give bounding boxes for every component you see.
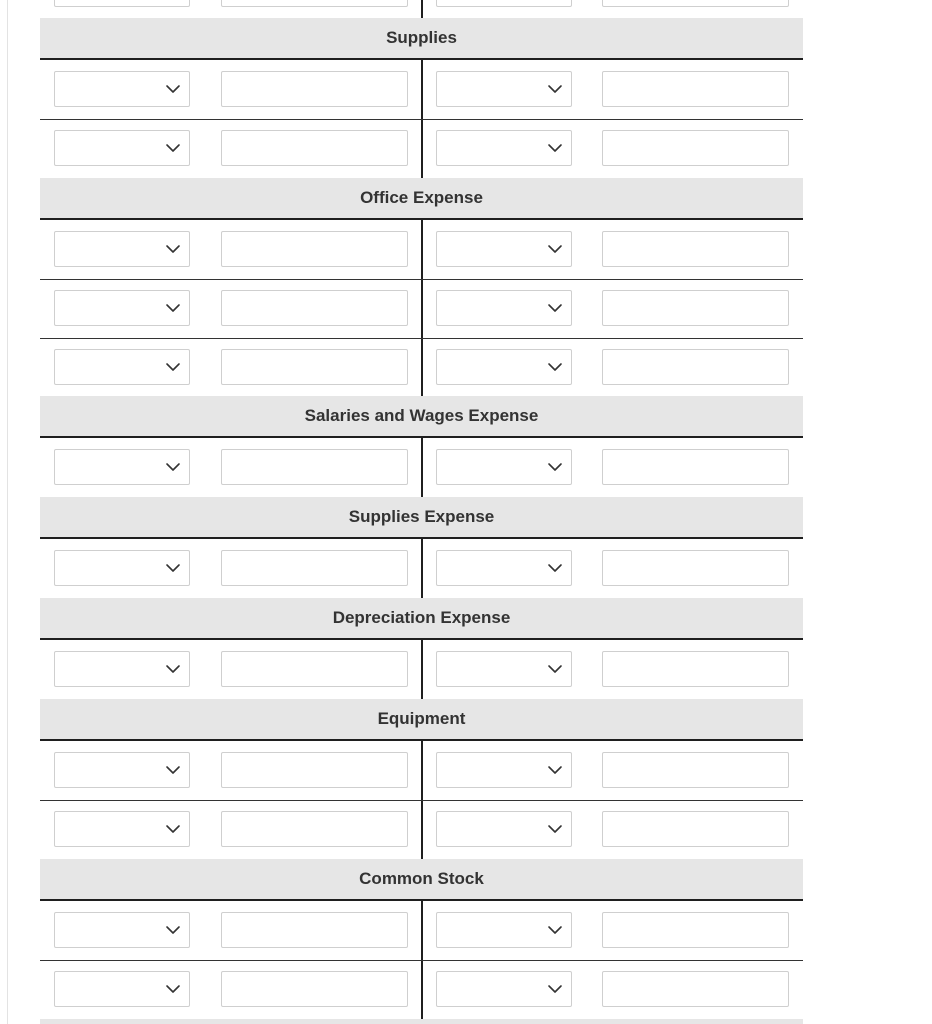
chevron-down-icon	[546, 79, 564, 99]
chevron-down-icon	[164, 558, 182, 578]
chevron-down-icon	[164, 298, 182, 318]
debit-account-select[interactable]	[54, 651, 190, 687]
credit-amount-input[interactable]	[602, 449, 789, 485]
chevron-down-icon	[164, 79, 182, 99]
debit-amount-input[interactable]	[221, 651, 408, 687]
debit-account-select[interactable]	[54, 130, 190, 166]
t-account-divider	[421, 640, 423, 699]
section-header: Supplies	[40, 18, 803, 60]
credit-account-select[interactable]	[436, 231, 572, 267]
debit-amount-input[interactable]	[221, 971, 408, 1007]
credit-amount-input[interactable]	[602, 71, 789, 107]
chevron-down-icon	[546, 920, 564, 940]
debit-amount-input[interactable]	[221, 290, 408, 326]
row-separator	[40, 279, 803, 280]
chevron-down-icon	[164, 760, 182, 780]
chevron-down-icon	[164, 920, 182, 940]
chevron-down-icon	[164, 979, 182, 999]
credit-amount-input[interactable]	[602, 0, 789, 7]
credit-amount-input[interactable]	[602, 290, 789, 326]
t-account-divider	[421, 438, 423, 497]
chevron-down-icon	[546, 979, 564, 999]
credit-account-select[interactable]	[436, 651, 572, 687]
debit-amount-input[interactable]	[221, 449, 408, 485]
credit-account-select[interactable]	[436, 971, 572, 1007]
t-account-divider	[421, 220, 423, 397]
debit-account-select[interactable]	[54, 231, 190, 267]
chevron-down-icon	[546, 239, 564, 259]
debit-amount-input[interactable]	[221, 912, 408, 948]
credit-account-select[interactable]	[436, 130, 572, 166]
credit-account-select[interactable]	[436, 0, 572, 7]
credit-account-select[interactable]	[436, 752, 572, 788]
debit-amount-input[interactable]	[221, 71, 408, 107]
credit-amount-input[interactable]	[602, 550, 789, 586]
credit-amount-input[interactable]	[602, 752, 789, 788]
section-header: Salaries and Wages Expense	[40, 396, 803, 438]
section-header: Equipment	[40, 699, 803, 741]
chevron-down-icon	[164, 659, 182, 679]
debit-account-select[interactable]	[54, 752, 190, 788]
debit-account-select[interactable]	[54, 71, 190, 107]
credit-account-select[interactable]	[436, 349, 572, 385]
section-header: Supplies Expense	[40, 497, 803, 539]
credit-amount-input[interactable]	[602, 349, 789, 385]
credit-amount-input[interactable]	[602, 971, 789, 1007]
chevron-down-icon	[164, 819, 182, 839]
debit-amount-input[interactable]	[221, 349, 408, 385]
row-separator	[40, 119, 803, 120]
chevron-down-icon	[164, 239, 182, 259]
debit-amount-input[interactable]	[221, 550, 408, 586]
debit-amount-input[interactable]	[221, 0, 408, 7]
credit-amount-input[interactable]	[602, 231, 789, 267]
chevron-down-icon	[546, 457, 564, 477]
credit-amount-input[interactable]	[602, 912, 789, 948]
debit-account-select[interactable]	[54, 971, 190, 1007]
debit-account-select[interactable]	[54, 349, 190, 385]
t-account-divider	[421, 539, 423, 598]
debit-amount-input[interactable]	[221, 130, 408, 166]
credit-account-select[interactable]	[436, 912, 572, 948]
chevron-down-icon	[164, 138, 182, 158]
credit-account-select[interactable]	[436, 811, 572, 847]
chevron-down-icon	[546, 659, 564, 679]
debit-account-select[interactable]	[54, 811, 190, 847]
credit-amount-input[interactable]	[602, 811, 789, 847]
chevron-down-icon	[546, 138, 564, 158]
t-account-divider	[421, 0, 423, 18]
next-section-header	[40, 1019, 803, 1024]
debit-account-select[interactable]	[54, 449, 190, 485]
row-separator	[40, 338, 803, 339]
debit-account-select[interactable]	[54, 912, 190, 948]
credit-account-select[interactable]	[436, 290, 572, 326]
credit-amount-input[interactable]	[602, 651, 789, 687]
credit-account-select[interactable]	[436, 71, 572, 107]
debit-account-select[interactable]	[54, 290, 190, 326]
chevron-down-icon	[164, 457, 182, 477]
credit-account-select[interactable]	[436, 550, 572, 586]
chevron-down-icon	[546, 558, 564, 578]
chevron-down-icon	[546, 819, 564, 839]
section-header: Depreciation Expense	[40, 598, 803, 640]
debit-amount-input[interactable]	[221, 231, 408, 267]
credit-amount-input[interactable]	[602, 130, 789, 166]
section-header: Common Stock	[40, 859, 803, 901]
credit-account-select[interactable]	[436, 449, 572, 485]
left-border	[7, 0, 8, 1024]
row-separator	[40, 960, 803, 961]
section-header: Office Expense	[40, 178, 803, 220]
debit-amount-input[interactable]	[221, 752, 408, 788]
debit-account-select[interactable]	[54, 550, 190, 586]
chevron-down-icon	[546, 357, 564, 377]
row-separator	[40, 800, 803, 801]
chevron-down-icon	[164, 357, 182, 377]
debit-amount-input[interactable]	[221, 811, 408, 847]
debit-account-select[interactable]	[54, 0, 190, 7]
chevron-down-icon	[546, 298, 564, 318]
chevron-down-icon	[546, 760, 564, 780]
